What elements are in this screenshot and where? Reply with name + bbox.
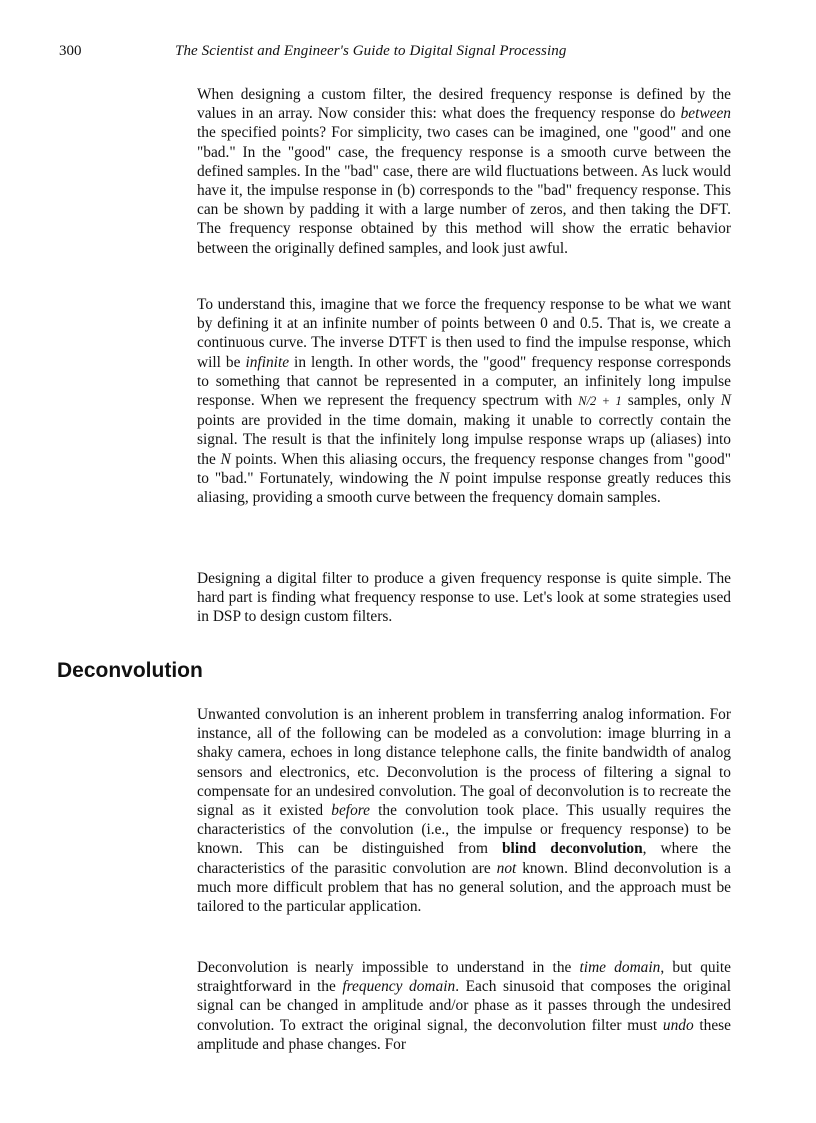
text-run: the specified points? For simplicity, two cases can be imagined, one "good" and one "bad." In the "good" case, the frequency response is a smooth curve between the defined samples. In the "bad" case, there are wild fluctuations between. As luck would have it, the impulse response in (b) corresponds to the "bad" frequency response. This can be shown by padding it with a large number of zeros, and then taking the DFT. The frequency response obtained by this method will show the erratic behavior between the originally defined samples, and look just awful.	[197, 124, 731, 257]
emphasis-time-domain: time domain	[579, 959, 661, 976]
paragraph-infinite-response	[197, 295, 731, 507]
text-run: . Each sinusoid that composes the original signal can be changed in amplitude and/or phase as it passes through the undesired convolution. To extract the original signal, the deconvolution filter must	[197, 978, 731, 1034]
text-run: When designing a custom filter, the desired frequency response is defined by the values in an array. Now consider this: what does the frequency response do	[197, 86, 731, 123]
math-n: N	[720, 392, 732, 410]
emphasis-before: before	[331, 802, 371, 820]
page-header	[59, 43, 739, 63]
emphasis-not: not	[496, 859, 517, 877]
text-run: known. Blind deconvolution is a much more difficult problem that has no general solution, and the approach must be tailored to the particular application.	[197, 859, 732, 916]
math-n: N	[220, 450, 231, 468]
text-run: points are provided in the time domain, making it unable to correctly contain the signal. The result is that the infinitely long impulse response wraps up (aliases) into the	[197, 412, 731, 468]
section-heading-deconvolution: Deconvolution	[57, 659, 203, 682]
bold-blind-deconvolution: blind deconvolution	[502, 840, 643, 858]
text-run: the convolution took place. This usually requires the characteristics of the convolution (i.e., the impulse or frequency response) to be known. This can be distinguished from	[197, 802, 731, 858]
emphasis-undo: undo	[662, 1016, 694, 1034]
text-run: points. When this aliasing occurs, the frequency response changes from "good" to "bad." Fortunately, windowing the	[197, 450, 732, 487]
paragraph-custom-filter-response	[197, 85, 731, 258]
math-n-half-plus-one: N/2 + 1	[578, 394, 622, 409]
math-n: N	[439, 469, 450, 487]
running-title: The Scientist and Engineer's Guide to Digital Signal Processing	[175, 43, 567, 59]
emphasis-frequency-domain: frequency domain	[342, 978, 456, 996]
paragraph-unwanted-convolution	[197, 705, 731, 916]
paragraph-deconvolution-domains	[197, 958, 731, 1054]
paragraph-design-strategies: Designing a digital filter to produce a given frequency response is quite simple. The hard part is finding what frequency response to use. Let's look at some strategies used in DSP to design custom filters.	[197, 570, 731, 626]
page-number: 300	[59, 43, 82, 59]
text-run: To understand this, imagine that we force the frequency response to be what we want by defining it at an infinite number of points between 0 and 0.5. That is, we create a continuous curve. The inverse DTFT is then used to find the impulse response, which will be	[197, 296, 731, 371]
text-run: Unwanted convolution is an inherent problem in transferring analog information. For instance, all of the following can be modeled as a convolution: image blurring in a shaky camera, echoes in long distance telephone calls, the finite bandwidth of analog sensors and electronics, etc. Deconvolution is the process of filtering a signal to compensate for an undesired convolution. The goal of deconvolution is to recreate the signal as it existed	[197, 706, 731, 820]
text-run: these amplitude and phase changes. For	[197, 1016, 731, 1053]
text-run: in length. In other words, the "good" frequency response corresponds to something that cannot be represented in a computer, an infinitely long impulse response. When we represent the frequency spectrum with	[197, 353, 731, 410]
text-run: samples, only	[621, 392, 721, 410]
text-run: Deconvolution is nearly impossible to understand in the	[197, 959, 580, 976]
emphasis-infinite: infinite	[245, 353, 290, 371]
emphasis-between: between	[680, 105, 731, 123]
text-run: , where the characteristics of the parasitic convolution are	[197, 840, 731, 877]
text-run: point impulse response greatly reduces this aliasing, providing a smooth curve between the frequency domain samples.	[197, 469, 731, 507]
text-run: , but quite straightforward in the	[197, 959, 731, 996]
